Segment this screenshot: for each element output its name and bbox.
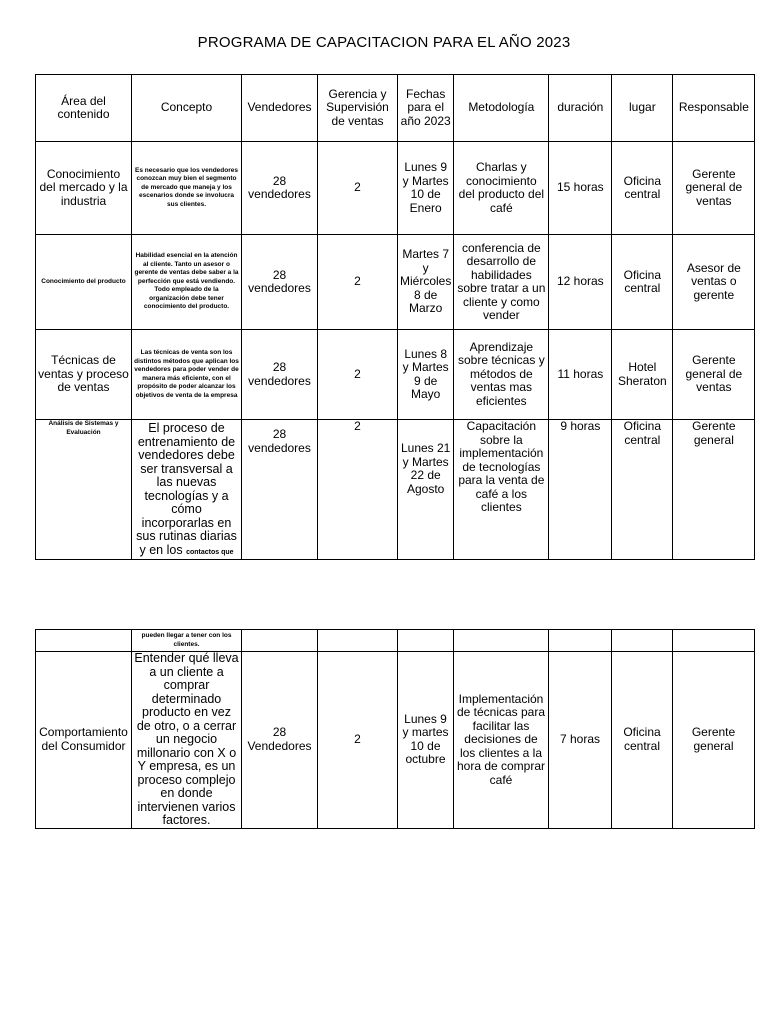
header-vendedores: Vendedores <box>242 75 318 142</box>
cell-concepto: Es necesario que los vendedores conozcan muy bien el segmento de mercado que maneja y los escenarios donde se involucra sus clientes. <box>132 142 242 235</box>
cell-lugar: Oficina central <box>612 420 673 560</box>
cell-fechas: Lunes 8 y Martes 9 de Mayo <box>398 330 454 420</box>
cell-gerencia: 2 <box>318 652 398 829</box>
cell-duracion: 15 horas <box>549 142 612 235</box>
cell-lugar: Hotel Sheraton <box>612 330 673 420</box>
cell-fechas: Lunes 21 y Martes 22 de Agosto <box>398 420 454 560</box>
cell-gerencia: 2 <box>318 420 398 560</box>
header-duracion: duración <box>549 75 612 142</box>
cell-responsable: Gerente general de ventas <box>673 330 755 420</box>
header-gerencia: Gerencia y Supervisión de ventas <box>318 75 398 142</box>
cell-area: Conocimiento del producto <box>36 235 132 330</box>
cell-empty <box>549 630 612 652</box>
cell-empty <box>673 630 755 652</box>
cell-empty <box>398 630 454 652</box>
table-row <box>36 235 755 330</box>
cell-concepto <box>132 420 242 560</box>
cell-responsable: Gerente general <box>673 652 755 829</box>
cell-concepto-continuation: pueden llegar a tener con los clientes. <box>132 630 242 652</box>
cell-fechas: Martes 7 y Miércoles 8 de Marzo <box>398 235 454 330</box>
cell-fechas: Lunes 9 y martes 10 de octubre <box>398 652 454 829</box>
cell-concepto: Las técnicas de venta son los distintos métodos que aplican los vendedores para poder vender de manera más eficiente, con el propósito de poder alcanzar los objetivos de venta de la empresa <box>132 330 242 420</box>
cell-gerencia: 2 <box>318 142 398 235</box>
table-row <box>36 330 755 420</box>
cell-vendedores: 28 vendedores <box>242 420 318 560</box>
table-row <box>36 420 755 560</box>
cell-responsable: Gerente general <box>673 420 755 560</box>
concepto-text: El proceso de entrenamiento de vendedores debe ser transversal a las nuevas tecnologías y a cómo incorporarlas en sus rutinas diarias y en los <box>136 421 237 557</box>
cell-duracion: 12 horas <box>549 235 612 330</box>
cell-empty <box>36 630 132 652</box>
header-fechas: Fechas para el año 2023 <box>398 75 454 142</box>
concepto-tail: contactos que <box>186 548 234 556</box>
cell-lugar: Oficina central <box>612 652 673 829</box>
cell-area: Técnicas de ventas y proceso de ventas <box>36 330 132 420</box>
cell-gerencia: 2 <box>318 330 398 420</box>
cell-metodologia: Aprendizaje sobre técnicas y métodos de ventas mas eficientes <box>454 330 549 420</box>
cell-metodologia: conferencia de desarrollo de habilidades sobre tratar a un cliente y como vender <box>454 235 549 330</box>
cell-duracion: 9 horas <box>549 420 612 560</box>
header-metodologia: Metodología <box>454 75 549 142</box>
cell-area: Comportamiento del Consumidor <box>36 652 132 829</box>
cell-metodologia: Capacitación sobre la implementación de tecnologías para la venta de café a los clientes <box>454 420 549 560</box>
cell-empty <box>454 630 549 652</box>
header-lugar: lugar <box>612 75 673 142</box>
cell-empty <box>612 630 673 652</box>
cell-duracion: 7 horas <box>549 652 612 829</box>
cell-responsable: Gerente general de ventas <box>673 142 755 235</box>
cell-responsable: Asesor de ventas o gerente <box>673 235 755 330</box>
cell-lugar: Oficina central <box>612 235 673 330</box>
cell-vendedores: 28 vendedores <box>242 330 318 420</box>
training-table <box>35 74 755 560</box>
cell-vendedores: 28 Vendedores <box>242 652 318 829</box>
header-area: Área del contenido <box>36 75 132 142</box>
table-row <box>36 652 755 829</box>
document-title: PROGRAMA DE CAPACITACION PARA EL AÑO 2023 <box>197 34 571 51</box>
cell-empty <box>318 630 398 652</box>
cell-gerencia: 2 <box>318 235 398 330</box>
header-row <box>36 75 755 142</box>
cell-empty <box>242 630 318 652</box>
continuation-row <box>36 630 755 652</box>
cell-area: Análisis de Sistemas y Evaluación <box>36 420 132 560</box>
cell-metodologia: Charlas y conocimiento del producto del café <box>454 142 549 235</box>
cell-lugar: Oficina central <box>612 142 673 235</box>
table-row <box>36 142 755 235</box>
cell-area: Conocimiento del mercado y la industria <box>36 142 132 235</box>
cell-metodologia: Implementación de técnicas para facilitar las decisiones de los clientes a la hora de comprar café <box>454 652 549 829</box>
cell-vendedores: 28 vendedores <box>242 142 318 235</box>
cell-fechas: Lunes 9 y Martes 10 de Enero <box>398 142 454 235</box>
cell-concepto: Entender qué lleva a un cliente a comprar determinado producto en vez de otro, o a cerrar un negocio millonario con X o Y empresa, es un proceso complejo en donde intervienen varios factores. <box>132 652 242 829</box>
cell-concepto: Habilidad esencial en la atención al cliente. Tanto un asesor o gerente de ventas debe saber a la perfección que está vendiendo. Todo empleado de la organización debe tener conocimiento del producto. <box>132 235 242 330</box>
header-responsable: Responsable <box>673 75 755 142</box>
header-concepto: Concepto <box>132 75 242 142</box>
cell-vendedores: 28 vendedores <box>242 235 318 330</box>
training-table-continued <box>35 629 755 829</box>
cell-duracion: 11 horas <box>549 330 612 420</box>
